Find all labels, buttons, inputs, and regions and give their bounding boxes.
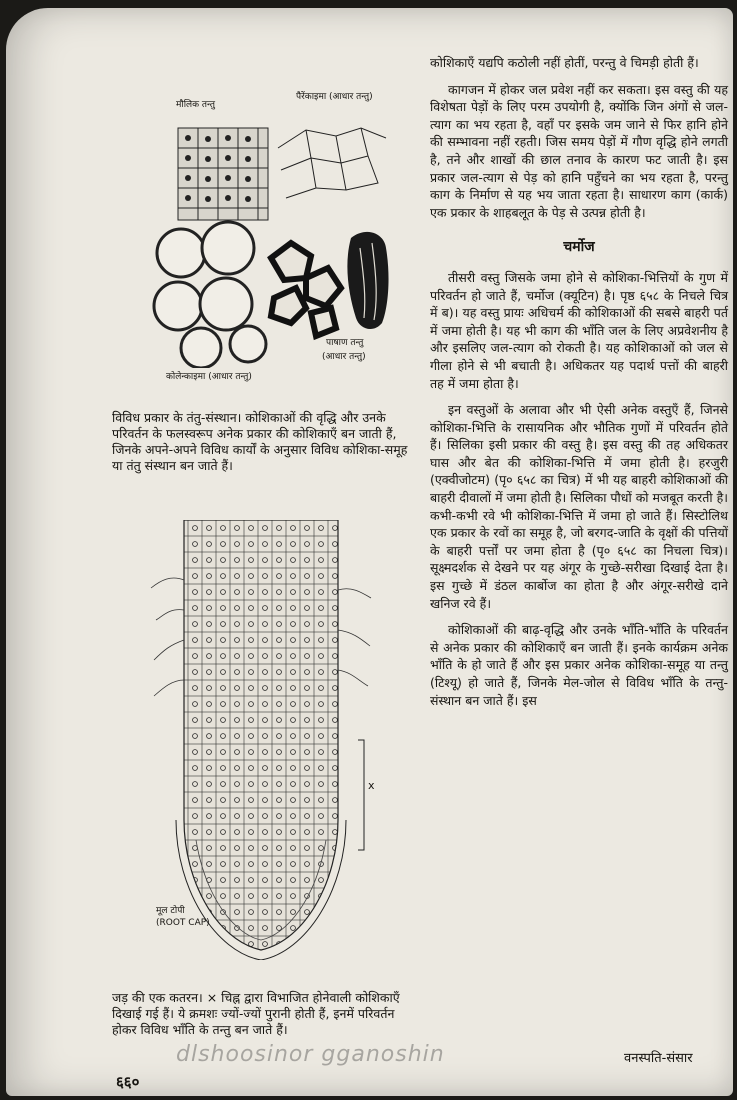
root-figure-caption: जड़ की एक कतरन। × चिह्न द्वारा विभाजित होनेवाली कोशिकाएँ दिखाई गई हैं। ये क्रमशः ज्यों-ज्यों पुरानी होती हैं, इनमें परिवर्तन होकर विविध भाँति के तन्तु बन जाते हैं। — [112, 990, 400, 1037]
label-collenchyma: कोलेन्काइमा (आधार तन्तु) — [166, 372, 252, 382]
collenchyma-cells — [154, 222, 266, 368]
label-x-mark: x — [368, 779, 375, 792]
tissue-figure-caption: विविध प्रकार के तंतु-संस्थान। कोशिकाओं की वृद्धि और उनके परिवर्तन के फलस्वरूप अनेक प्रकार की कोशिकाएँ बन जाती हैं, जिनके अपने-अपने विविध कार्यों के अनुसार विविध कोशिका-समूह या तंतु संस्थान बन जाते हैं। — [112, 410, 408, 473]
paragraph-4: इन वस्तुओं के अलावा और भी ऐसी अनेक वस्तुएँ हैं, जिनसे कोशिका-भित्ति के रासायनिक और भौतिक गुणों में परिवर्तन होते हैं। सिलिका इसी प्रकार की वस्तु है। इस वस्तु की तह अधिकतर घास और बेत की कोशिका-भित्ति में जमा होती है। हरजुरी (एक्वीजोटम) (पृ० ६५८ का चित्र) में भी यह बाहरी कोशिकाओं की बाहरी दीवालों में जमा होती है। सिलिका पौधों को मजबूत करती है। कभी-कभी रवे भी कोशिका-भित्ति में जमा हो जाते हैं। सिस्टोलिथ एक प्रकार के रवों का समूह है, जो बरगद-जाति के वृक्षों की पत्तियों के बाहरी पर्त्तों पर जमा होता है (पृ० ६५८ का निचला चित्र)। सूक्ष्मदर्शक से देखने पर यह अंगूर के गुच्छे-सरीखा दिखाई देता है। इस गुच्छे में डंठल कार्बोज का होता है और अंगूर-सरीखे दाने खनिज रवे हैं। — [430, 402, 728, 611]
meristem-grid — [178, 128, 268, 220]
label-root-cap-hi: मूल टोपी — [156, 906, 185, 916]
stone-cells — [271, 243, 341, 336]
label-root-cap-en: (ROOT CAP) — [156, 918, 210, 928]
label-meristem: मौलिक तन्तु — [176, 100, 215, 110]
label-parenchyma: पैरेंकाइमा (आधार तन्तु) — [296, 92, 373, 102]
page-number: ६६० — [116, 1073, 140, 1091]
book-page — [6, 8, 733, 1096]
paragraph-1: कोशिकाएँ यद्यपि कठोली नहीं होतीं, परन्तु वे चिमड़ी होती हैं। — [430, 55, 699, 70]
parenchyma-cells — [278, 128, 386, 198]
root-tip-diagram — [146, 520, 376, 960]
book-title: वनस्पति-संसार — [624, 1051, 693, 1066]
right-column — [430, 54, 728, 718]
section-heading: चर्मोज — [563, 239, 595, 256]
paragraph-5: कोशिकाओं की बाढ़-वृद्धि और उनके भाँति-भाँति के परिवर्तन से अनेक प्रकार की कोशिकाएँ बन जाती हैं। इनके कार्यक्रम अनेक भाँति के हो जाते हैं और इस प्रकार अनेक कोशिका-समूह या तन्तु (टिश्यू) हो जाते हैं, जिनके मेल-जोल से विविध भाँति के तन्तु-संस्थान बन जाते हैं। इस — [430, 622, 728, 708]
fibre-cells — [347, 232, 388, 329]
label-stone-cells: पाषाण तन्तु — [326, 338, 364, 348]
paragraph-3: तीसरी वस्तु जिसके जमा होने से कोशिका-भित्तियों के गुण में परिवर्तन हो जाते हैं, चर्मोज (क्यूटिन) है। पृष्ठ ६५८ के निचले चित्र में ब)। यह वस्तु प्रायः अधिचर्म की कोशिकाओं की सबसे बाहरी पर्त में जमा होती है। यह भी काग की भाँति जल के लिए अप्रवेशनीय है और इसलिए जल-त्याग को रोकती है। यह कोशिकाओं को जल से गीला होने से भी बचाती है। अधिकतर यह पदार्थ पत्तों की बाहरी तह में जमा होता है। — [430, 269, 728, 391]
watermark: dlshoosinor gganoshin — [176, 1042, 445, 1067]
paragraph-2: कागजन में होकर जल प्रवेश नहीं कर सकता। इस वस्तु की यह विशेषता पेड़ों के लिए परम उपयोगी है, क्योंकि जिन अंगों से जल-त्याग का भय रहता है, वहाँ पर इसके जम जाने से फिर हानि होने की सम्भावना नहीं रहती। जिस समय पेड़ों में गौण वृद्धि होने लगती है, तने और शाखों की छाल तनाव के कारण फट जाती है। इस प्रकार जल-त्याग से पेड़ को हानि पहुँचने का भय रहता है, परन्तु काग के निर्माण से यह भय जाता रहता है। साधारण काग (कार्क) एक प्रकार के शाहबलूत के पेड़ से उत्पन्न होती है। — [430, 81, 728, 220]
label-stone-cells-sub: (आधार तन्तु) — [322, 352, 366, 362]
tissue-diagram — [146, 108, 396, 368]
